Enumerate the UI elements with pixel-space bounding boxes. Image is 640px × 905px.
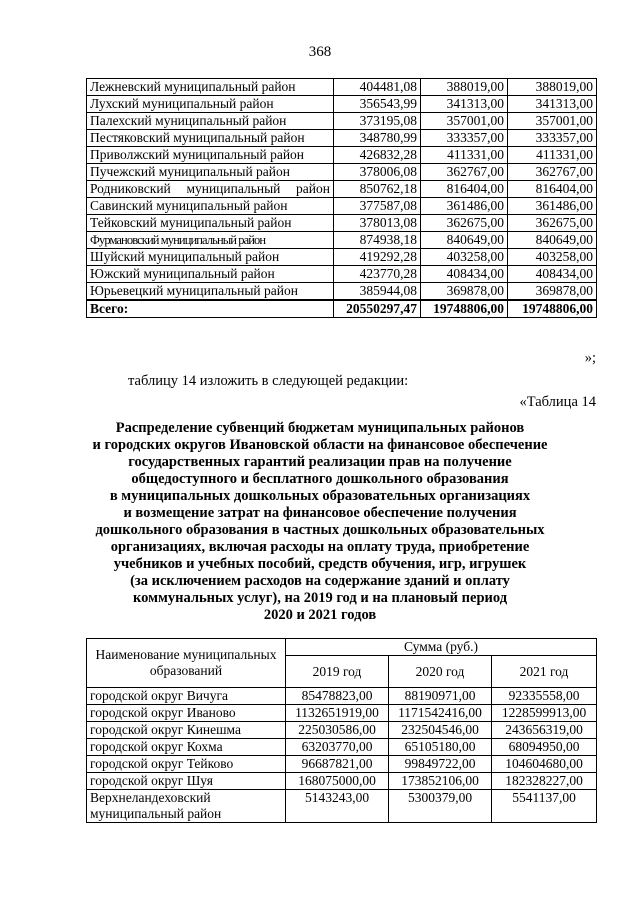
amount-2019: 373195,08 [334, 113, 421, 130]
table-row [87, 722, 597, 739]
district-name: Палехский муниципальный район [87, 113, 334, 130]
table-row [87, 705, 597, 722]
header-sum: Сумма (руб.) [286, 639, 597, 656]
title-line: в муниципальных дошкольных образовательных организациях [109, 488, 531, 504]
page-number: 368 [308, 44, 332, 60]
amount-2021: 408434,00 [508, 266, 597, 283]
municipality-name: городской округ Тейково [87, 756, 286, 773]
amount-2019: 874938,18 [334, 232, 421, 249]
amount-2021: 369878,00 [508, 283, 597, 301]
title-line: коммунальных услуг), на 2019 год и на плановый период [132, 590, 508, 606]
amount-2019: 419292,28 [334, 249, 421, 266]
title-line: 2020 и 2021 годов [263, 607, 377, 623]
table-row [87, 79, 597, 96]
table-row [87, 773, 597, 790]
table-row [87, 283, 597, 301]
amount-2020: 333357,00 [421, 130, 508, 147]
amount-2020: 362675,00 [421, 215, 508, 232]
amount-2020: 232504546,00 [389, 722, 492, 739]
district-name: Савинский муниципальный район [87, 198, 334, 215]
amount-2019: 385944,08 [334, 283, 421, 301]
amount-2020: 357001,00 [421, 113, 508, 130]
amount-2021: 362767,00 [508, 164, 597, 181]
municipality-name: городской округ Шуя [87, 773, 286, 790]
title-line: и городских округов Ивановской области на финансовое обеспечение [92, 437, 548, 453]
amount-2020: 369878,00 [421, 283, 508, 301]
table-row [87, 739, 597, 756]
header-year: 2020 год [389, 656, 492, 688]
amount-2021: 341313,00 [508, 96, 597, 113]
district-name: Тейковский муниципальный район [87, 215, 334, 232]
district-name: Юрьевецкий муниципальный район [87, 283, 334, 301]
municipality-name: городской округ Вичуга [87, 688, 286, 705]
amount-2020: 5300379,00 [389, 790, 492, 823]
amount-2020: 341313,00 [421, 96, 508, 113]
amount-2019: 404481,08 [334, 79, 421, 96]
closing-quote: »; [584, 350, 596, 366]
district-name: Родниковский муниципальный район [87, 181, 334, 198]
amount-2019: 377587,08 [334, 198, 421, 215]
amount-2021: 1228599913,00 [492, 705, 597, 722]
table-reference: «Таблица 14 [519, 394, 596, 410]
district-name: Южский муниципальный район [87, 266, 334, 283]
amount-2019: 1132651919,00 [286, 705, 389, 722]
amount-2021: 104604680,00 [492, 756, 597, 773]
header-year: 2021 год [492, 656, 597, 688]
table-row [87, 96, 597, 113]
amount-2020: 88190971,00 [389, 688, 492, 705]
table-row [87, 164, 597, 181]
amount-2020: 99849722,00 [389, 756, 492, 773]
amount-2020: 408434,00 [421, 266, 508, 283]
title-line: организациях, включая расходы на оплату труда, приобретение [110, 539, 530, 555]
table-row [87, 181, 597, 198]
amount-2021: 68094950,00 [492, 739, 597, 756]
total-2021: 19748806,00 [508, 300, 597, 318]
district-name: Пестяковский муниципальный район [87, 130, 334, 147]
amount-2019: 423770,28 [334, 266, 421, 283]
table-row [87, 266, 597, 283]
table-row [87, 198, 597, 215]
amount-2019: 378013,08 [334, 215, 421, 232]
amount-2019: 5143243,00 [286, 790, 389, 823]
municipality-name: городской округ Кохма [87, 739, 286, 756]
table-row [87, 688, 597, 705]
title-line: общедоступного и бесплатного дошкольного образования [131, 471, 509, 487]
amount-2021: 362675,00 [508, 215, 597, 232]
amount-2021: 411331,00 [508, 147, 597, 164]
amount-2021: 5541137,00 [492, 790, 597, 823]
amount-2020: 816404,00 [421, 181, 508, 198]
total-2019: 20550297,47 [334, 300, 421, 318]
amount-2021: 403258,00 [508, 249, 597, 266]
table-row [87, 215, 597, 232]
amount-2019: 63203770,00 [286, 739, 389, 756]
table-1 [86, 78, 597, 318]
instruction-text: таблицу 14 изложить в следующей редакции: [128, 373, 409, 389]
table-title [70, 420, 570, 624]
amount-2020: 403258,00 [421, 249, 508, 266]
amount-2019: 348780,99 [334, 130, 421, 147]
title-line: (за исключением расходов на содержание зданий и оплату [130, 573, 510, 589]
title-line: дошкольного образования в частных дошкольных образовательных [95, 522, 545, 538]
table-row [87, 147, 597, 164]
district-name: Пучежский муниципальный район [87, 164, 334, 181]
table-row [87, 130, 597, 147]
amount-2021: 816404,00 [508, 181, 597, 198]
table-row [87, 249, 597, 266]
table-row [87, 113, 597, 130]
amount-2021: 243656319,00 [492, 722, 597, 739]
amount-2019: 356543,99 [334, 96, 421, 113]
municipality-name: Верхнеландеховский муниципальный район [87, 790, 286, 823]
amount-2020: 1171542416,00 [389, 705, 492, 722]
district-name: Шуйский муниципальный район [87, 249, 334, 266]
amount-2020: 361486,00 [421, 198, 508, 215]
amount-2019: 96687821,00 [286, 756, 389, 773]
district-name: Лежневский муниципальный район [87, 79, 334, 96]
municipality-name: городской округ Кинешма [87, 722, 286, 739]
amount-2020: 411331,00 [421, 147, 508, 164]
header-name: Наименование муниципальных образований [87, 639, 286, 688]
amount-2020: 173852106,00 [389, 773, 492, 790]
amount-2019: 850762,18 [334, 181, 421, 198]
total-row [87, 300, 597, 318]
table-row [87, 232, 597, 249]
amount-2021: 388019,00 [508, 79, 597, 96]
amount-2019: 85478823,00 [286, 688, 389, 705]
amount-2020: 840649,00 [421, 232, 508, 249]
title-line: учебников и учебных пособий, средств обучения, игр, игрушек [113, 556, 527, 572]
title-line: и возмещение затрат на финансовое обеспечение получения [123, 505, 517, 521]
title-line: Распределение субвенций бюджетам муниципальных районов [115, 420, 525, 436]
amount-2021: 92335558,00 [492, 688, 597, 705]
amount-2020: 362767,00 [421, 164, 508, 181]
amount-2021: 182328227,00 [492, 773, 597, 790]
amount-2021: 840649,00 [508, 232, 597, 249]
table-row [87, 756, 597, 773]
amount-2019: 168075000,00 [286, 773, 389, 790]
table-row [87, 790, 597, 823]
amount-2019: 225030586,00 [286, 722, 389, 739]
amount-2020: 388019,00 [421, 79, 508, 96]
district-name: Приволжский муниципальный район [87, 147, 334, 164]
total-label: Всего: [87, 300, 334, 318]
amount-2021: 361486,00 [508, 198, 597, 215]
amount-2019: 378006,08 [334, 164, 421, 181]
title-line: государственных гарантий реализации прав на получение [128, 454, 512, 470]
amount-2020: 65105180,00 [389, 739, 492, 756]
municipality-name: городской округ Иваново [87, 705, 286, 722]
district-name: Фурмановский муниципальный район [87, 232, 334, 249]
district-name: Лухский муниципальный район [87, 96, 334, 113]
amount-2021: 357001,00 [508, 113, 597, 130]
header-year: 2019 год [286, 656, 389, 688]
amount-2021: 333357,00 [508, 130, 597, 147]
table-2 [86, 638, 597, 823]
amount-2019: 426832,28 [334, 147, 421, 164]
total-2020: 19748806,00 [421, 300, 508, 318]
